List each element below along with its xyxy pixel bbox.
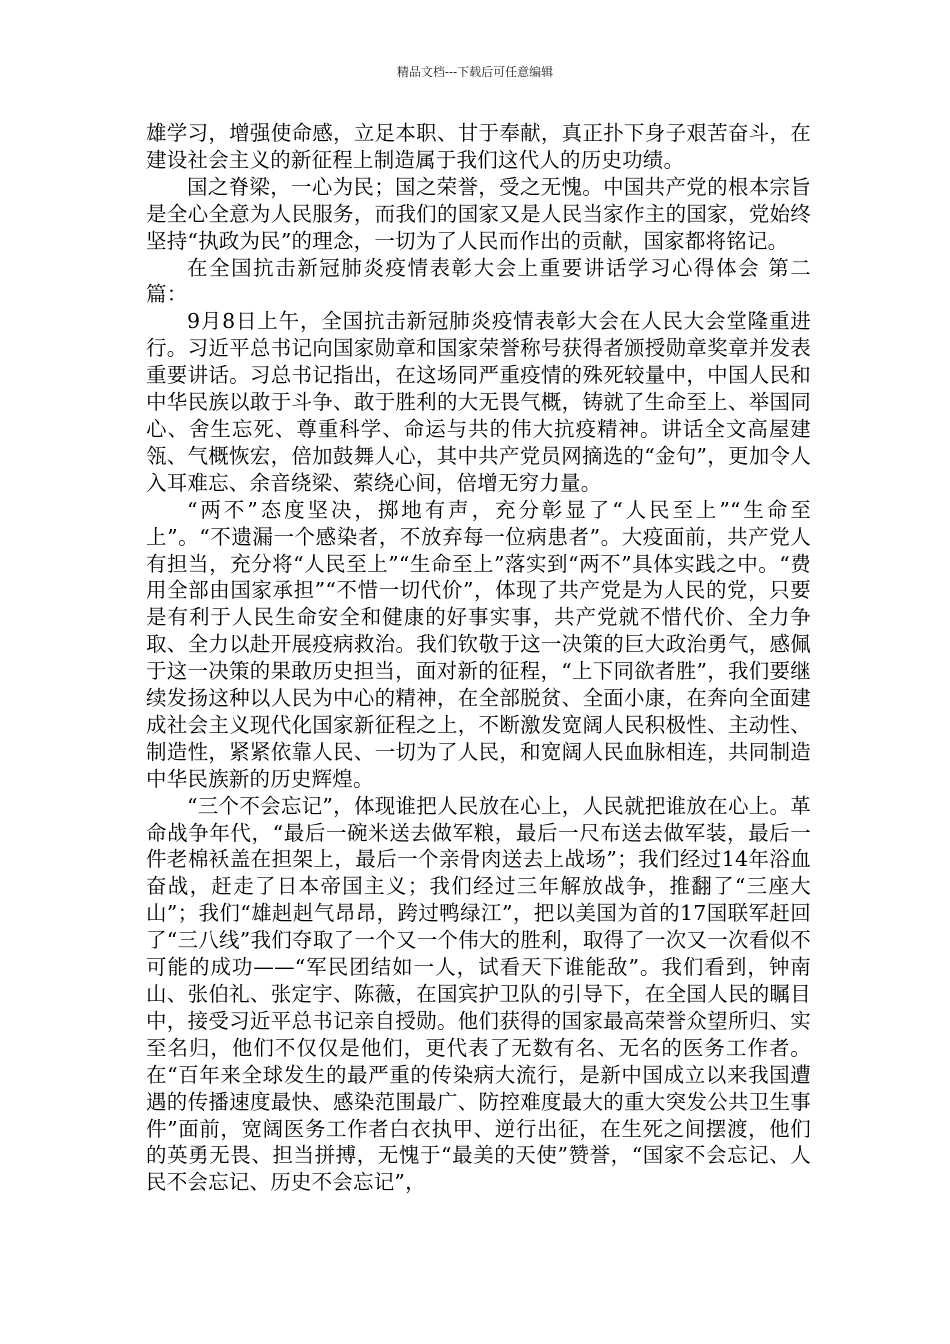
paragraph: 9月8日上午，全国抗击新冠肺炎疫情表彰大会在人民大会堂隆重进行。习近平总书记向国家勋章和国家荣誉称号获得者颁授勋章奖章并发表重要讲话。习总书记指出，在这场同严重疫情的殊死较量中，中国人民和中华民族以敢于斗争、敢于胜利的大无畏气概，铸就了生命至上、举国同心、舍生忘死、尊重科学、命运与共的伟大抗疫精神。讲话全文高屋建瓴、气概恢宏，倍加鼓舞人心，其中共产党员网摘选的“金句”，更加令人入耳难忘、余音绕梁、萦绕心间，倍增无穷力量。 [146,309,811,495]
page-header: 精品文档---下载后可任意编辑 [396,65,554,79]
paragraph: “两不”态度坚决，掷地有声，充分彰显了“人民至上”“生命至上”。“不遗漏一个感染者，不放弃每一位病患者”。大疫面前，共产党人有担当，充分将“人民至上”“生命至上”落实到“两不”具体实践之中。“费用全部由国家承担”“不惜一切代价”，体现了共产党是为人民的党，只要是有利于人民生命安全和健康的好事实事，共产党就不惜代价、全力争取、全力以赴开展疫病救治。我们钦敬于这一决策的巨大政治勇气，感佩于这一决策的果敢历史担当，面对新的征程，“上下同欲者胜”，我们要继续发扬这种以人民为中心的精神，在全部脱贫、全面小康，在奔向全面建成社会主义现代化国家新征程之上，不断激发宽阔人民积极性、主动性、制造性，紧紧依靠人民、一切为了人民，和宽阔人民血脉相连，共同制造中华民族新的历史辉煌。 [146,497,811,791]
section-heading: 在全国抗击新冠肺炎疫情表彰大会上重要讲话学习心得体会 第二篇： [146,255,811,307]
document-body [146,120,811,1196]
paragraph: “三个不会忘记”，体现谁把人民放在心上，人民就把谁放在心上。革命战争年代，“最后一碗米送去做军粮，最后一尺布送去做军装，最后一件老棉袄盖在担架上，最后一个亲骨肉送去上战场”；我们经过14年浴血奋战，赶走了日本帝国主义；我们经过三年解放战争，推翻了“三座大山”；我们“雄赳赳气昂昂，跨过鸭绿江”，把以美国为首的17国联军赶回了“三八线”我们夺取了一个又一个伟大的胜利，取得了一次又一次看似不可能的成功——“军民团结如一人，试看天下谁能敌”。我们看到，钟南山、张伯礼、张定宇、陈薇，在国宾护卫队的引导下，在全国人民的瞩目中，接受习近平总书记亲自授勋。他们获得的国家最高荣誉众望所归、实至名归，他们不仅仅是他们，更代表了无数有名、无名的医务工作者。在“百年来全球发生的最严重的传染病大流行，是新中国成立以来我国遭遇的传播速度最快、感染范围最广、防控难度最大的重大突发公共卫生事件”面前，宽阔医务工作者白衣执甲、逆行出征，在生死之间摆渡，他们的英勇无畏、担当拼搏，无愧于“最美的天使”赞誉，“国家不会忘记、人民不会忘记、历史不会忘记”， [146,793,811,1195]
paragraph: 国之脊梁，一心为民；国之荣誉，受之无愧。中国共产党的根本宗旨是全心全意为人民服务，而我们的国家又是人民当家作主的国家，党始终坚持“执政为民”的理念，一切为了人民而作出的贡献，国家都将铭记。 [146,174,811,253]
paragraph-continuation: 雄学习，增强使命感，立足本职、甘于奉献，真正扑下身子艰苦奋斗，在建设社会主义的新征程上制造属于我们这代人的历史功绩。 [146,121,811,172]
